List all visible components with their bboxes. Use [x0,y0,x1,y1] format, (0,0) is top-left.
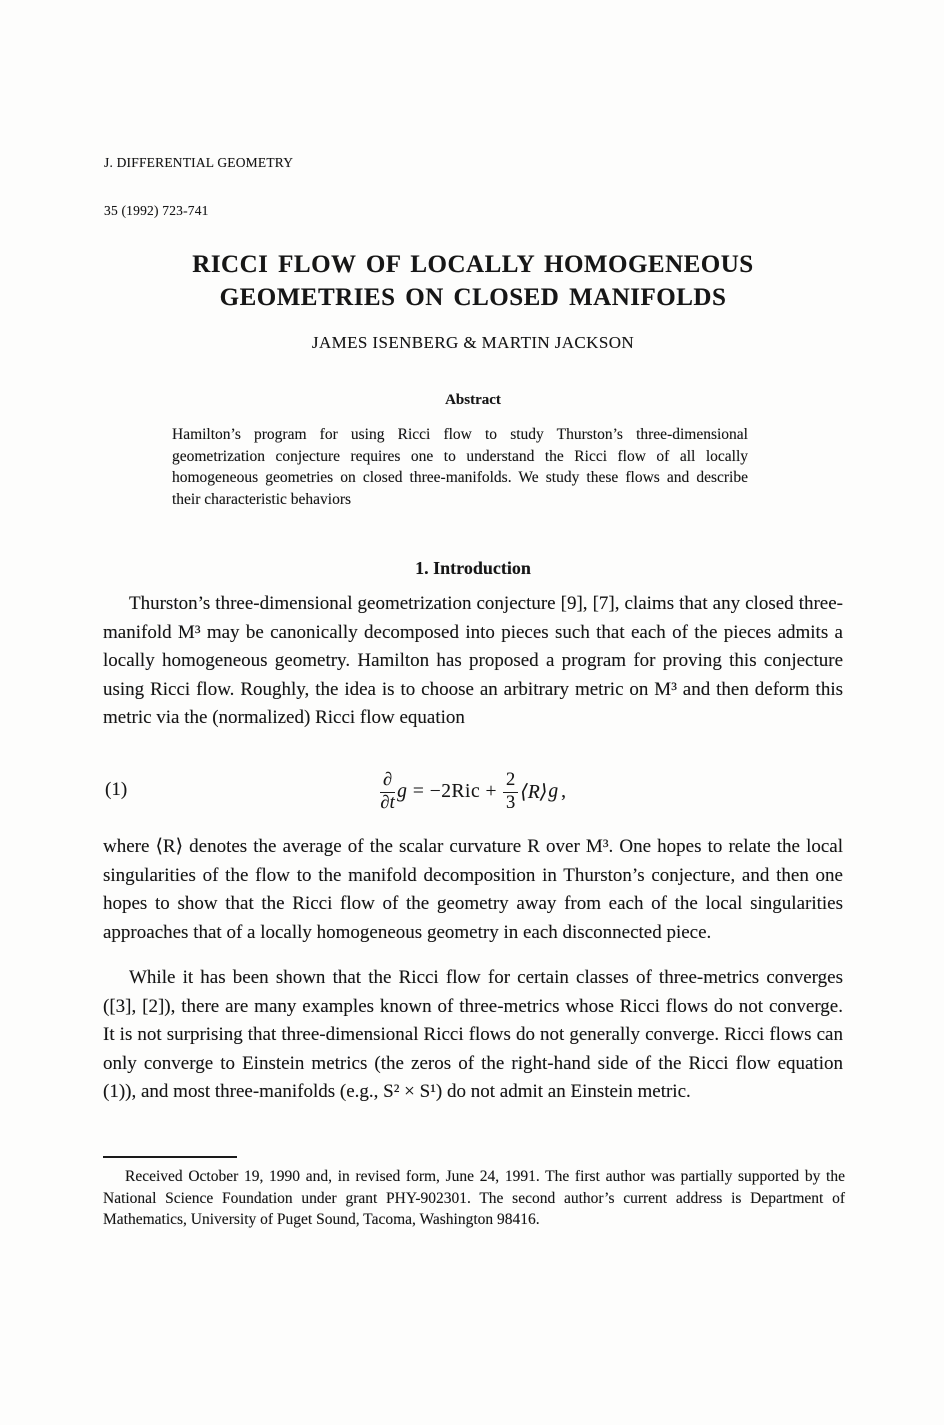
journal-header [104,123,293,251]
section-heading-introduction: 1. Introduction [415,558,531,578]
two-thirds-fraction [503,771,518,814]
average-scalar-curvature: ⟨R⟩ [520,782,548,803]
two-thirds-numerator: 2 [503,771,518,793]
authors: JAMES ISENBERG & MARTIN JACKSON [311,333,635,352]
partial-derivative-numerator: ∂ [380,771,395,793]
metric-symbol: g [397,781,407,802]
equation-body [380,771,566,814]
equation-punctuation: , [561,781,566,802]
two-thirds-denominator: 3 [505,792,516,813]
partial-derivative-denominator: ∂t [380,792,395,813]
paper-title [103,248,843,314]
intro-paragraph-1: Thurston’s three-dimensional geometrization conjecture [9], [7], claims that any closed three-manifold M³ may be canonically decomposed into pieces such that each of the pieces admits a locally homogeneous geometry. Hamilton has proposed a program for proving this conjecture using Ricci flow. Roughly, the idea is to choose an arbitrary metric on M³ and then deform this metric via the (normalized) Ricci flow equation [103,593,843,728]
footnote-text: Received October 19, 1990 and, in revised form, June 24, 1991. The first author was partially supported by the National Science Foundation under grant PHY-902301. The second author’s current address is Department of Mathematics, University of Puget Sound, Tacoma, Washington 98416. [103,1168,845,1228]
journal-volume-info: 35 (1992) 723-741 [104,203,209,218]
footnote-separator-rule [103,1156,237,1158]
intro-paragraph-2: where ⟨R⟩ denotes the average of the scalar curvature R over M³. One hopes to relate the local singularities of the flow to the manifold decomposition in Thurston’s conjecture, and then one hopes to show that the Ricci flow of the geometry away from each of the local singularities approaches that of a locally homogeneous geometry in each disconnected piece. [103,836,843,943]
equation-relation: = −2Ric + [412,781,497,802]
equation-1 [103,763,843,821]
intro-paragraph-3: While it has been shown that the Ricci flow for certain classes of three-metrics converges ([3], [2]), there are many examples known of three-metrics whose Ricci flows do not converge. It is not surprising that three-dimensional Ricci flows do not generally converge. Ricci flows can only converge to Einstein metrics (the zeros of the right-hand side of the Ricci flow equation (1)), and most three-manifolds (e.g., S² × S¹) do not admit an Einstein metric. [103,967,843,1102]
abstract-text: Hamilton’s program for using Ricci flow to study Thurston’s three-dimensional geometrization conjecture requires one to understand the Ricci flow of all locally homogeneous geometries on closed three-manifolds. We study these flows and describe their characteristic behaviors [172,426,748,508]
partial-derivative-fraction [380,771,395,814]
abstract-heading: Abstract [445,392,501,408]
journal-name: J. DIFFERENTIAL GEOMETRY [104,155,294,170]
paper-title-line1: RICCI FLOW OF LOCALLY HOMOGENEOUS [192,251,754,278]
metric-symbol-2: g [548,781,559,802]
paper-title-line2: GEOMETRIES ON CLOSED MANIFOLDS [219,284,727,311]
equation-label: (1) [105,779,128,800]
